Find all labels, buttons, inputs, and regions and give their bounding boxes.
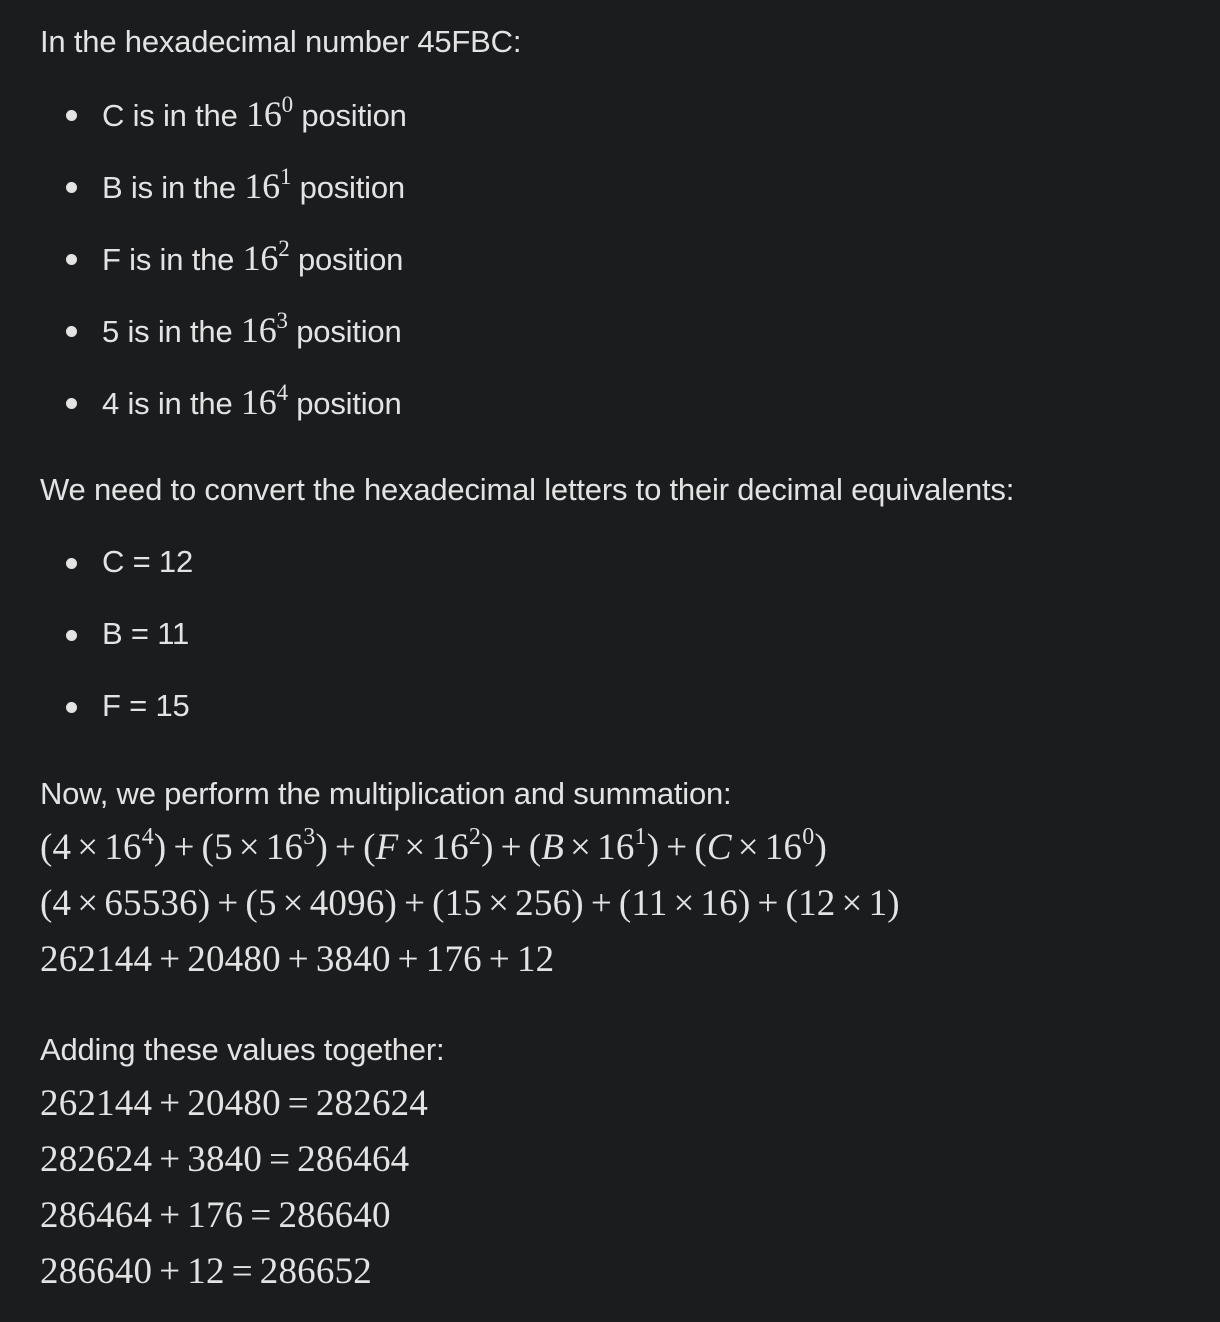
bullet-icon — [66, 182, 77, 193]
expression-powers — [40, 824, 827, 872]
position-label: 5 is in the — [102, 314, 241, 349]
position-text — [102, 310, 402, 352]
power-term: $16^3$ — [240, 308, 288, 350]
position-suffix: position — [289, 242, 404, 277]
coefficient: 5 — [257, 883, 277, 924]
intro-text: In the hexadecimal number 45FBC: — [40, 24, 522, 59]
value-product-term: (12 × 1) — [785, 883, 900, 924]
exponent: 1 — [279, 164, 292, 189]
plus-sign: + — [590, 883, 612, 924]
exponent: 4 — [141, 824, 154, 850]
sum-row — [40, 1080, 428, 1128]
adding-intro-text: Adding these values together: — [40, 1032, 445, 1067]
position-suffix: position — [292, 98, 407, 133]
plus-sign: + — [666, 827, 688, 868]
exponent: 3 — [303, 824, 316, 850]
bullet-icon — [66, 326, 77, 337]
plus-sign: + — [159, 1139, 181, 1180]
base: 16 — [265, 827, 304, 868]
bullet-icon — [66, 702, 77, 713]
addend: 286640 — [40, 1251, 153, 1292]
times-sign: × — [238, 827, 260, 868]
convert-intro-text: We need to convert the hexadecimal letters to their decimal equivalents: — [40, 472, 1015, 507]
coefficient: B — [541, 827, 565, 868]
plus-sign: + — [287, 939, 309, 980]
addend: 176 — [187, 1195, 244, 1236]
position-text — [102, 94, 407, 136]
value-product-term: (5 × 4096) — [245, 883, 398, 924]
position-suffix: position — [287, 314, 402, 349]
product-value: 20480 — [187, 939, 281, 980]
expression-values — [40, 880, 900, 928]
position-label: B is in the — [102, 170, 245, 205]
exponent: 4 — [276, 380, 288, 405]
product-value: 3840 — [315, 939, 391, 980]
power-term: $16^0$ — [246, 92, 293, 134]
base: 16 — [104, 827, 142, 868]
position-label: C is in the — [102, 98, 247, 133]
plus-sign: + — [397, 939, 419, 980]
addend: 286464 — [40, 1195, 153, 1236]
value-product-term: (15 × 256) — [432, 883, 584, 924]
times-sign: × — [77, 827, 99, 868]
conversion-text: B = 11 — [102, 616, 189, 651]
equals-sign: = — [269, 1139, 291, 1180]
product-value: 176 — [425, 939, 482, 980]
coefficient: 5 — [214, 827, 233, 868]
power-term: $16^1$ — [244, 164, 292, 206]
coefficient: F — [375, 827, 399, 868]
place-value: 1 — [868, 883, 888, 924]
perform-intro-text: Now, we perform the multiplication and summation: — [40, 776, 732, 811]
base: 16 — [764, 827, 803, 868]
addend: 3840 — [187, 1139, 263, 1180]
position-suffix: position — [287, 386, 402, 421]
position-suffix: position — [291, 170, 405, 205]
position-text — [102, 238, 403, 280]
equals-sign: = — [287, 1083, 309, 1124]
value-product-term: (11 × 16) — [618, 883, 751, 924]
sum-row — [40, 1248, 372, 1296]
sum-result: 286464 — [297, 1139, 410, 1180]
equals-sign: = — [250, 1195, 272, 1236]
addend: 20480 — [187, 1083, 281, 1124]
coefficient: 11 — [631, 883, 668, 924]
times-sign: × — [570, 827, 592, 868]
power-product-term: $(B \times 16^1)$ — [528, 824, 660, 868]
sum-result: 282624 — [315, 1083, 429, 1124]
bullet-icon — [66, 398, 77, 409]
exponent: 0 — [802, 824, 815, 850]
times-sign: × — [404, 827, 426, 868]
times-sign: × — [282, 883, 304, 924]
plus-sign: + — [159, 939, 181, 980]
addend: 262144 — [40, 1083, 153, 1124]
coefficient: C — [706, 827, 732, 868]
exponent: 1 — [634, 824, 647, 850]
product-value: 12 — [516, 939, 555, 980]
bullet-icon — [66, 558, 77, 569]
coefficient: 15 — [444, 883, 483, 924]
plus-sign: + — [159, 1195, 181, 1236]
base: 16 — [431, 827, 469, 868]
plus-sign: + — [217, 883, 239, 924]
conversion-text: C = 12 — [102, 544, 193, 579]
coefficient: 12 — [798, 883, 836, 924]
addend: 12 — [187, 1251, 225, 1292]
value-product-term: (4 × 65536) — [40, 883, 211, 924]
plus-sign: + — [334, 827, 357, 868]
conversion-text: F = 15 — [102, 688, 190, 723]
times-sign: × — [488, 883, 510, 924]
addend: 282624 — [40, 1139, 153, 1180]
sum-row — [40, 1192, 391, 1240]
exponent: 2 — [468, 824, 482, 850]
power-term: $16^2$ — [242, 236, 290, 278]
coefficient: 4 — [52, 827, 72, 868]
place-value: 4096 — [309, 883, 385, 924]
plus-sign: + — [159, 1251, 181, 1292]
times-sign: × — [77, 883, 99, 924]
sum-result: 286652 — [259, 1251, 372, 1292]
plus-sign: + — [173, 827, 195, 868]
plus-sign: + — [404, 883, 426, 924]
position-label: F is in the — [102, 242, 243, 277]
times-sign: × — [841, 883, 863, 924]
sum-result: 286640 — [278, 1195, 391, 1236]
expression-products — [40, 936, 554, 984]
exponent: 2 — [278, 236, 290, 261]
bullet-icon — [66, 254, 77, 265]
bullet-icon — [66, 110, 77, 121]
exponent: 3 — [276, 308, 288, 333]
plus-sign: + — [159, 1083, 181, 1124]
base: 16 — [597, 827, 635, 868]
equals-sign: = — [231, 1251, 253, 1292]
power-product-term: $(5 \times 16^3)$ — [201, 824, 328, 868]
place-value: 16 — [700, 883, 738, 924]
bullet-icon — [66, 630, 77, 641]
plus-sign: + — [488, 939, 510, 980]
times-sign: × — [737, 827, 759, 868]
times-sign: × — [673, 883, 695, 924]
coefficient: 4 — [52, 883, 72, 924]
power-product-term: $(C \times 16^0)$ — [694, 824, 827, 868]
product-value: 262144 — [40, 939, 153, 980]
position-text — [102, 382, 402, 424]
plus-sign: + — [500, 827, 522, 868]
place-value: 256 — [515, 883, 572, 924]
power-product-term: $(F \times 16^2)$ — [363, 824, 494, 868]
power-product-term: $(4 \times 16^4)$ — [40, 824, 167, 868]
power-term: $16^4$ — [240, 380, 288, 422]
plus-sign: + — [757, 883, 779, 924]
place-value: 65536 — [104, 883, 198, 924]
sum-row — [40, 1136, 409, 1184]
exponent: 0 — [281, 92, 293, 117]
position-text — [102, 166, 405, 208]
position-label: 4 is in the — [102, 386, 241, 421]
